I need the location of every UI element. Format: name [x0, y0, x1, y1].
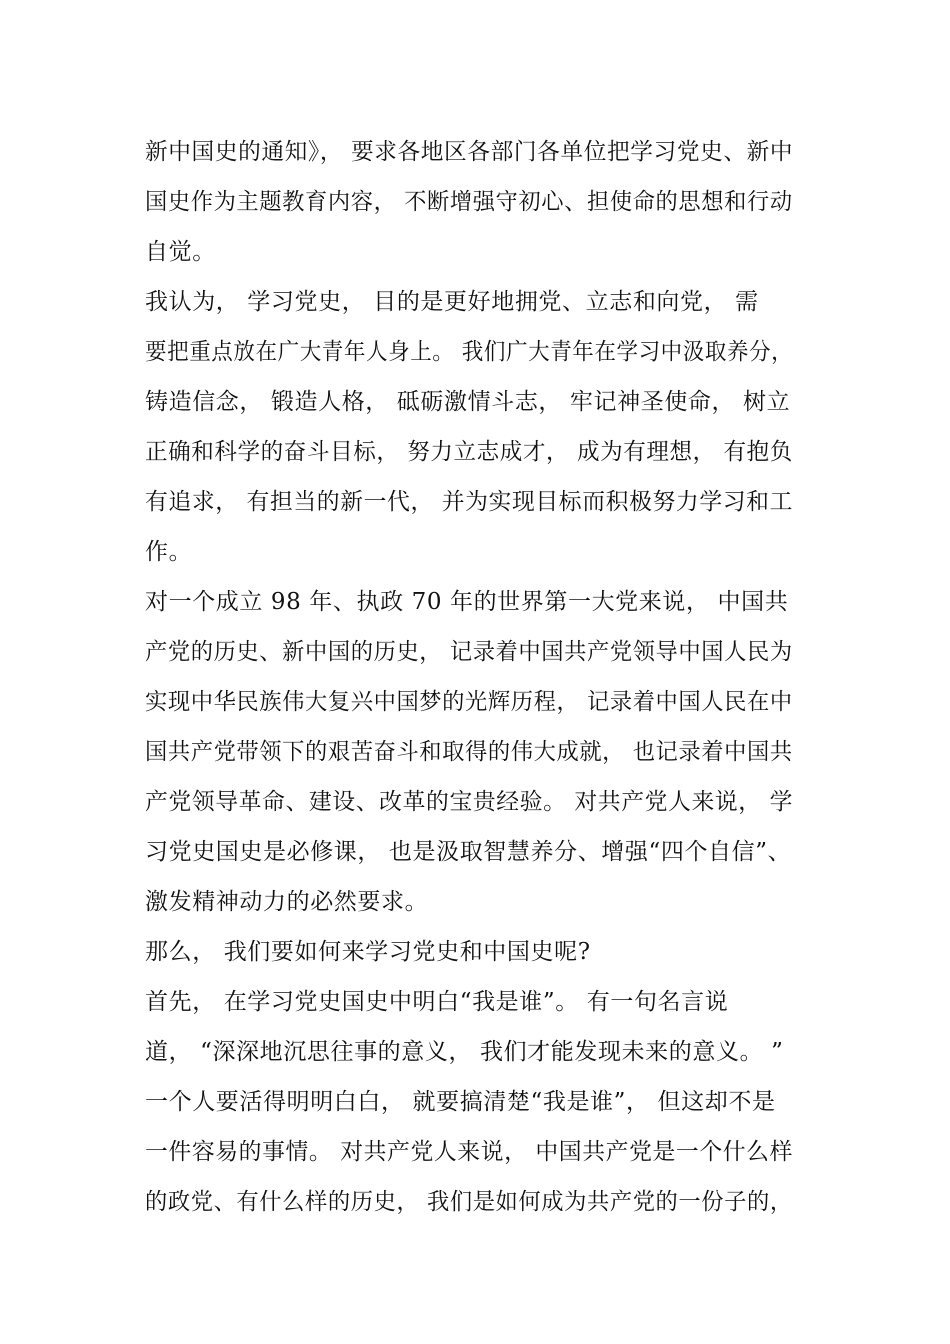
text-line-11: 产党的历史、新中国的历史， 记录着中国共产党领导中国人民为 — [145, 639, 793, 665]
text-line-7: 正确和科学的奋斗目标， 努力立志成才， 成为有理想， 有抱负 — [145, 439, 793, 465]
text-line-12: 实现中华民族伟大复兴中国梦的光辉历程， 记录着中国人民在中 — [145, 689, 793, 715]
text-line-13: 国共产党带领下的艰苦奋斗和取得的伟大成就， 也记录着中国共 — [145, 739, 793, 765]
text-line-17: 那么， 我们要如何来学习党史和中国史呢? — [145, 939, 591, 965]
text-line-21: 一件容易的事情。 对共产党人来说， 中国共产党是一个什么样 — [145, 1139, 794, 1165]
text-line-15: 习党史国史是必修课， 也是汲取智慧养分、增强“四个自信”、 — [145, 839, 792, 865]
text-line-1: 新中国史的通知》， 要求各地区各部门各单位把学习党史、新中 — [145, 139, 794, 165]
text-line-14: 产党领导革命、建设、改革的宝贵经验。 对共产党人来说， 学 — [145, 789, 794, 815]
text-line-6: 铸造信念， 锻造人格， 砥砺激情斗志， 牢记神圣使命， 树立 — [145, 389, 791, 415]
text-line-3: 自觉。 — [145, 239, 216, 265]
text-line-16: 激发精神动力的必然要求。 — [145, 889, 429, 915]
text-line-5: 要把重点放在广大青年人身上。 我们广大青年在学习中汲取养分， — [145, 339, 794, 365]
text-line-9: 作。 — [145, 539, 193, 565]
text-line-2: 国史作为主题教育内容， 不断增强守初心、担使命的思想和行动 — [145, 189, 793, 215]
text-line-10: 对一个成立 98 年、执政 70 年的世界第一大党来说， 中国共 — [145, 589, 789, 615]
text-line-4: 我认为， 学习党史， 目的是更好地拥党、立志和向党， 需 — [145, 289, 759, 315]
text-line-18: 首先， 在学习党史国史中明白“我是谁”。 有一句名言说 — [145, 989, 729, 1015]
text-line-22: 的政党、有什么样的历史， 我们是如何成为共产党的一份子的， — [145, 1189, 793, 1215]
text-line-19: 道， “深深地沉思往事的意义， 我们才能发现未来的意义。 ” — [145, 1039, 784, 1065]
text-line-20: 一个人要活得明明白白， 就要搞清楚“我是谁”， 但这却不是 — [145, 1089, 776, 1115]
text-line-8: 有追求， 有担当的新一代， 并为实现目标而积极努力学习和工 — [145, 489, 794, 515]
